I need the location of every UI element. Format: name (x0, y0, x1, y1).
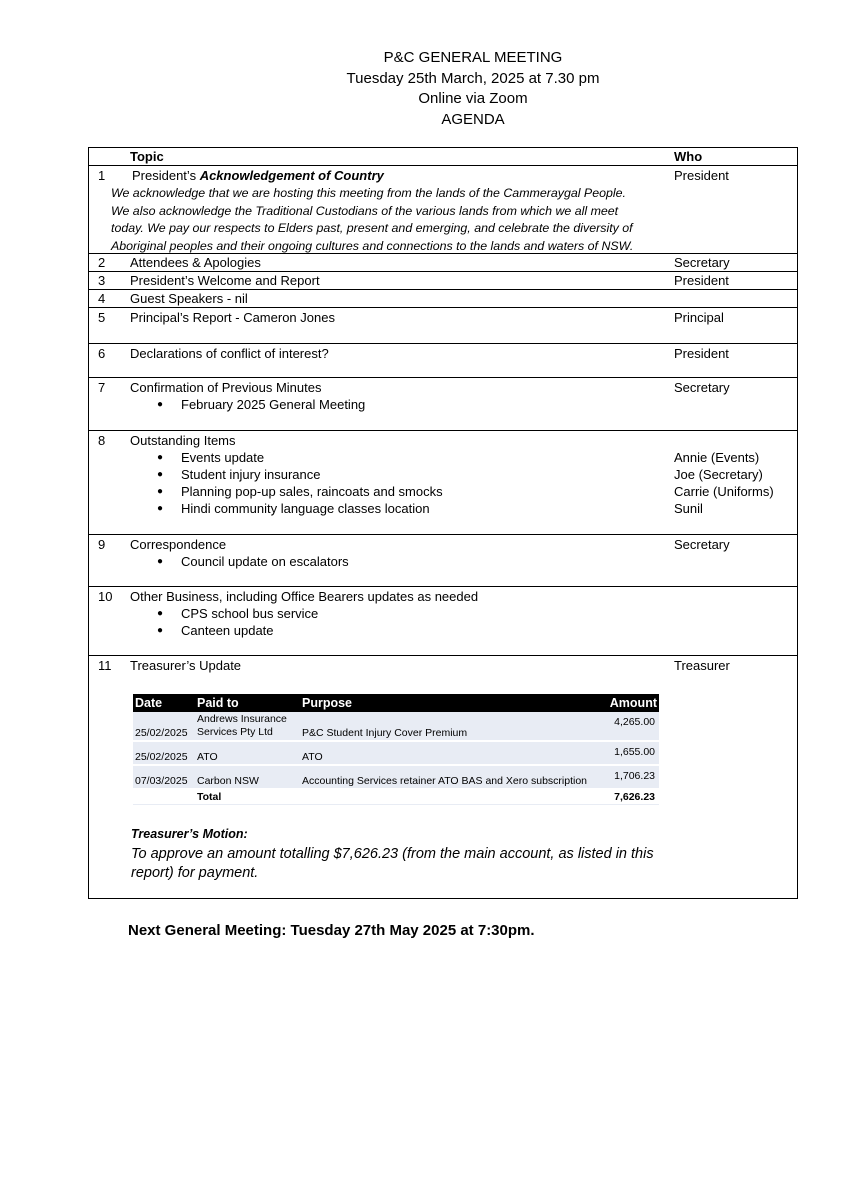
item-topic: Other Business, including Office Bearers updates as needed (130, 589, 479, 604)
agenda-item-5 (89, 308, 797, 344)
cell-paid-to: Carbon NSW (195, 765, 300, 789)
list-item: ● Hindi community language classes location (157, 500, 443, 517)
cell-date: 25/02/2025 (133, 712, 195, 741)
item-topic: Outstanding Items (130, 433, 236, 448)
table-row (133, 741, 659, 765)
ack-line: We also acknowledge the Traditional Custodians of the various lands from which we all meet (111, 203, 619, 218)
item-bullets (157, 605, 318, 639)
meeting-title: P&C GENERAL MEETING (383, 49, 563, 66)
item-number: 11 (98, 658, 112, 673)
cell-amount: 1,655.00 (592, 741, 659, 765)
item-who-list (674, 449, 774, 517)
item-number: 6 (98, 346, 106, 361)
item-bullets (157, 553, 349, 570)
ack-line: We acknowledge that we are hosting this meeting from the lands of the Cammeraygal People. (111, 186, 626, 200)
item-number: 10 (98, 589, 113, 604)
item-who: Principal (674, 310, 724, 325)
next-meeting: Next General Meeting: Tuesday 27th May 2025 at 7:30pm. (128, 922, 535, 939)
item-who: Secretary (674, 255, 730, 270)
item-who: President (674, 168, 729, 183)
cell-paid-to: Andrews Insurance Services Pty Ltd (195, 712, 300, 741)
agenda-item-7 (89, 378, 797, 431)
cell-empty (300, 789, 592, 805)
item-topic (132, 168, 384, 183)
cell-amount: 4,265.00 (592, 712, 659, 741)
list-item: ● Canteen update (157, 622, 318, 639)
meeting-date: Tuesday 25th March, 2025 at 7.30 pm (346, 69, 600, 87)
column-who: Who (674, 149, 703, 164)
cell-purpose: ATO (300, 741, 592, 765)
item-who: President (674, 346, 729, 361)
item-who: Secretary (674, 537, 730, 552)
column-date: Date (133, 694, 195, 712)
column-amount: Amount (592, 694, 659, 712)
table-row (133, 712, 659, 741)
item-topic: Correspondence (130, 537, 227, 552)
item-number: 4 (98, 291, 106, 306)
item-topic: Declarations of conflict of interest? (130, 346, 329, 361)
item-number: 3 (98, 273, 106, 288)
item-topic: President’s Welcome and Report (130, 273, 320, 288)
who-entry: Joe (Secretary) (674, 467, 763, 482)
list-item: ● Planning pop-up sales, raincoats and smocks (157, 483, 443, 500)
document-header (0, 48, 849, 130)
agenda-item-1 (89, 166, 797, 254)
item-number: 2 (98, 255, 106, 270)
cell-purpose: Accounting Services retainer ATO BAS and Xero subscription (300, 765, 592, 789)
column-topic: Topic (130, 149, 164, 164)
acknowledgement-text (111, 185, 671, 255)
item-number: 1 (98, 168, 106, 183)
item-bullets (157, 396, 365, 413)
ack-line: today. We pay our respects to Elders past, present and emerging, and celebrate the diversity of (111, 221, 633, 235)
item-who: Treasurer (674, 658, 730, 673)
column-purpose: Purpose (300, 694, 592, 712)
list-item: ● Events update (157, 449, 443, 466)
agenda-item-4 (89, 290, 797, 308)
list-item: ● CPS school bus service (157, 605, 318, 622)
agenda-item-9 (89, 535, 797, 587)
item-number: 7 (98, 380, 106, 395)
ack-line: Aboriginal peoples and their ongoing cultures and connections to the lands and waters of NSW. (111, 238, 634, 253)
who-entry: Carrie (Uniforms) (674, 484, 774, 499)
agenda-item-10 (89, 587, 797, 656)
motion-title: Treasurer’s Motion: (131, 827, 248, 841)
item-topic: Treasurer’s Update (130, 658, 242, 673)
item-number: 9 (98, 537, 106, 552)
item-topic: Guest Speakers - nil (130, 291, 248, 306)
topic-title: Acknowledgement of Country (199, 168, 384, 183)
who-entry: Annie (Events) (674, 450, 760, 465)
cell-date: 25/02/2025 (133, 741, 195, 765)
list-item: ● Council update on escalators (157, 553, 349, 570)
item-topic: Attendees & Apologies (130, 255, 261, 270)
table-header-row (133, 694, 659, 712)
agenda-item-8 (89, 431, 797, 535)
agenda-item-2 (89, 254, 797, 272)
item-topic: Confirmation of Previous Minutes (130, 380, 322, 395)
item-who: Secretary (674, 380, 730, 395)
cell-purpose: P&C Student Injury Cover Premium (300, 712, 592, 741)
cell-date: 07/03/2025 (133, 765, 195, 789)
item-number: 5 (98, 310, 106, 325)
item-bullets (157, 449, 443, 517)
agenda-table (88, 147, 798, 899)
column-paid-to: Paid to (195, 694, 300, 712)
agenda-item-11 (89, 656, 797, 898)
cell-empty (133, 789, 195, 805)
total-amount: 7,626.23 (592, 789, 659, 805)
cell-paid-to: ATO (195, 741, 300, 765)
item-who: President (674, 273, 729, 288)
item-topic: Principal’s Report - Cameron Jones (130, 310, 335, 325)
treasurer-payments-table (133, 694, 659, 805)
meeting-location: Online via Zoom (418, 90, 528, 107)
agenda-header-row (89, 148, 797, 166)
cell-amount: 1,706.23 (592, 765, 659, 789)
item-number: 8 (98, 433, 106, 448)
motion-text: To approve an amount totalling $7,626.23 (from the main account, as listed in this report) for payment. (131, 846, 654, 881)
topic-prefix: President’s (132, 168, 200, 183)
who-entry: Sunil (674, 501, 703, 516)
list-item: ● February 2025 General Meeting (157, 396, 365, 413)
agenda-heading: AGENDA (441, 110, 505, 128)
table-row (133, 765, 659, 789)
total-label: Total (195, 789, 300, 805)
table-total-row (133, 789, 659, 805)
agenda-item-3 (89, 272, 797, 290)
agenda-item-6 (89, 344, 797, 378)
list-item: ● Student injury insurance (157, 466, 443, 483)
